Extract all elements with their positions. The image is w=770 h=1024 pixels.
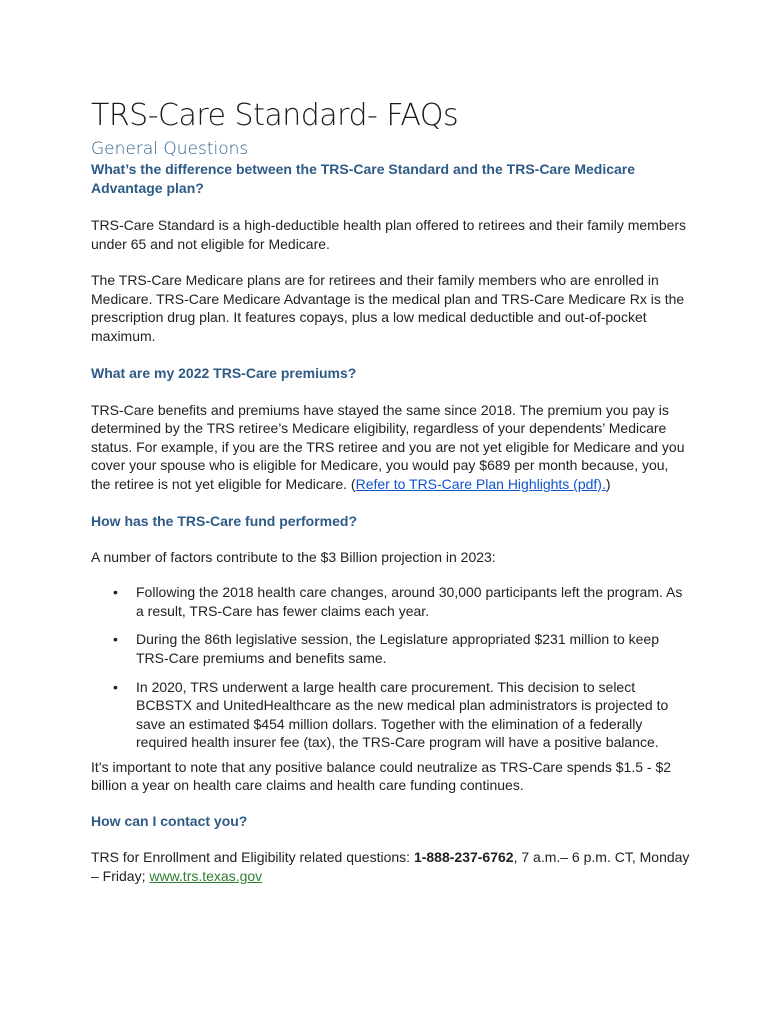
fund-performance-intro: A number of factors contribute to the $3 Billion projection in 2023:	[91, 548, 496, 565]
answer-premiums-close: )	[605, 475, 611, 492]
fund-performance-closing: It’s important to note that any positive balance could neutralize as TRS-Care spends $1.5 - $2 billion a year on health care claims and health care funding continues.	[91, 758, 672, 794]
fund-factors-list	[91, 583, 691, 752]
answer-premiums-text: TRS-Care benefits and premiums have stayed the same since 2018. The premium you pay is determined by the TRS retiree’s Medicare eligibility, regardless of your dependents’ Medicare status. For example, if you are the TRS retiree and you are not yet eligible for Medicare and you cover your spouse who is eligible for Medicare, you would pay $689 per month because, you, the retiree is not yet eligible for Medicare. (	[91, 401, 685, 492]
website-link[interactable]: www.trs.texas.gov	[149, 867, 263, 884]
contact-hours: , 7 a.m.– 6 p.m. CT, Monday – Friday;	[91, 849, 690, 884]
answer-premiums	[91, 401, 691, 494]
question-contact: How can I contact you?	[91, 813, 248, 830]
plan-highlights-link[interactable]: Refer to TRS-Care Plan Highlights (pdf).	[355, 475, 606, 492]
document-content	[91, 96, 691, 885]
contact-prefix: TRS for Enrollment and Eligibility related questions:	[91, 849, 414, 866]
question-premiums: What are my 2022 TRS-Care premiums?	[91, 364, 357, 381]
phone-number: 1-888-237-6762	[413, 849, 514, 866]
answer-plan-difference-p1: TRS-Care Standard is a high-deductible health plan offered to retirees and their family members under 65 and not eligible for Medicare.	[91, 217, 687, 252]
list-item: • In 2020, TRS underwent a large health care procurement. This decision to select BCBSTX and UnitedHealthcare as the new medical plan administrators is projected to save an estimated $454 million dollars. Together with the elimination of a federally required health insurer fee (tax), the TRS-Care program will have a positive balance.	[91, 678, 691, 752]
list-item: • During the 86th legislative session, the Legislature appropriated $231 million to keep TRS-Care premiums and benefits same.	[91, 630, 691, 667]
answer-plan-difference-p2: The TRS-Care Medicare plans are for retirees and their family members who are enrolled in Medicare. TRS-Care Medicare Advantage is the medical plan and TRS-Care Medicare Rx is the prescription drug plan. It features copays, plus a low medical deductible and out-of-pocket maximum.	[91, 272, 685, 344]
section-heading-general-questions: General Questions	[91, 139, 249, 159]
contact-details	[91, 848, 691, 885]
question-fund-performance: How has the TRS-Care fund performed?	[91, 512, 358, 529]
page-title: TRS-Care Standard- FAQs	[91, 98, 459, 133]
list-item: • Following the 2018 health care changes, around 30,000 participants left the program. As a result, TRS-Care has fewer claims each year.	[91, 583, 691, 620]
question-plan-difference: What’s the difference between the TRS-Care Standard and the TRS-Care Medicare Advantage plan?	[91, 161, 636, 196]
